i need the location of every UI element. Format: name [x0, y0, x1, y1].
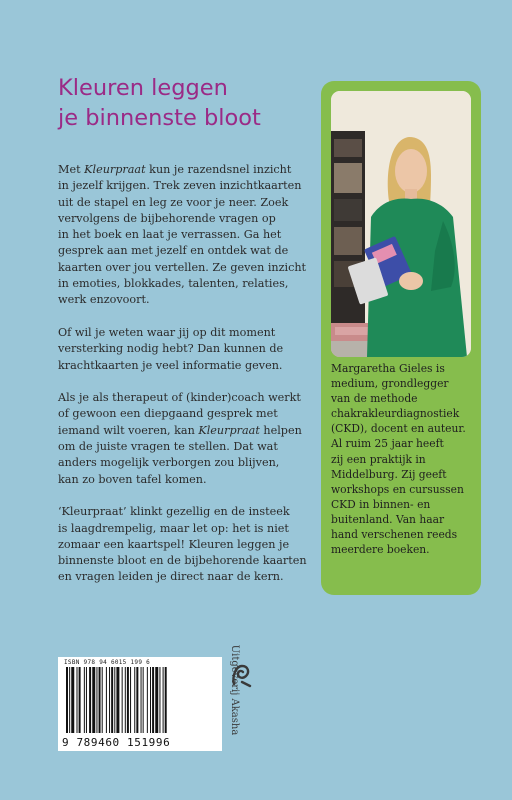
bio-line: buitenland. Van haar: [331, 512, 445, 526]
bio-line: meerdere boeken.: [331, 543, 430, 557]
back-cover-headline: [58, 73, 318, 133]
blurb-line: werk enzovoort.: [58, 293, 150, 307]
barcode-bar: [116, 667, 119, 733]
headline-line-1: Kleuren leggen: [58, 75, 228, 101]
blurb-text: [58, 162, 320, 602]
blurb-line: vervolgens de bijbehorende vragen op: [58, 211, 276, 225]
author-photo: [331, 91, 471, 357]
bio-line: hand verschenen reeds: [331, 528, 458, 542]
barcode-bar: [125, 667, 126, 733]
barcode-bar: [102, 667, 103, 733]
barcode-bar: [136, 667, 138, 733]
barcode-bar: [141, 667, 142, 733]
barcode-bar: [86, 667, 87, 733]
blurb-line: kan zo boven tafel komen.: [58, 472, 207, 486]
barcode-bar: [69, 667, 70, 733]
blurb-line: zomaar een kaartspel! Kleuren leggen je: [58, 537, 290, 551]
bio-line: Al ruim 25 jaar heeft: [331, 437, 444, 451]
barcode-bar: [150, 667, 151, 733]
blurb-line: kaarten over jou vertellen. Ze geven inzicht: [58, 260, 307, 274]
barcode-bar: [134, 667, 135, 733]
book-title-italic: Kleurpraat: [198, 423, 260, 437]
blurb-line: en vragen leiden je direct naar de kern.: [58, 570, 284, 584]
blurb-line: anders mogelijk verborgen zou blijven,: [58, 456, 280, 470]
barcode-bar: [122, 667, 123, 733]
blurb-line: om de juiste vragen te stellen. Dat wat: [58, 440, 278, 454]
blurb-line: binnenste bloot en de bijbehorende kaarten: [58, 554, 307, 568]
barcode-bar: [114, 667, 115, 733]
bio-line: chakrakleurdiagnostiek: [331, 407, 460, 421]
blurb-line: gesprek aan met jezelf en ontdek wat de: [58, 244, 289, 258]
barcode-bar: [143, 667, 144, 733]
barcode-bar: [84, 667, 85, 733]
barcode-bar: [165, 667, 167, 733]
barcode-bar: [130, 667, 131, 733]
barcode-bar: [92, 667, 95, 733]
barcode-bar: [77, 667, 78, 733]
barcode-bar: [89, 667, 91, 733]
blurb-line: is laagdrempelig, maar let op: het is niet: [58, 521, 289, 535]
blurb-line: [58, 423, 320, 439]
blurb-line: in emoties, blokkades, talenten, relaties,: [58, 277, 289, 291]
blurb-line: uit de stapel en leg ze voor je neer. Zoek: [58, 195, 289, 209]
barcode-bars: [64, 667, 216, 735]
blurb-paragraph-3: [58, 390, 320, 488]
blurb-line: ‘Kleurpraat’ klinkt gezellig en de insteek: [58, 505, 290, 519]
isbn-digits: 9 789460 151996: [62, 736, 171, 749]
book-title-italic: Kleurpraat: [84, 163, 146, 176]
text-run: iemand wilt voeren, kan: [58, 423, 199, 437]
bio-line: (CKD), docent en auteur.: [331, 422, 466, 436]
blurb-line: in jezelf krijgen. Trek zeven inzichtkaarten: [58, 179, 302, 193]
barcode-bar: [109, 667, 110, 733]
text-run: helpen: [259, 423, 302, 437]
barcode-bar: [96, 667, 97, 733]
barcode-bar: [163, 667, 164, 733]
barcode-bar: [66, 667, 68, 733]
blurb-line: krachtkaarten je veel informatie geven.: [58, 358, 283, 372]
blurb-line: Of wil je weten waar jij op dit moment: [58, 325, 276, 339]
isbn-barcode: [58, 657, 222, 751]
author-bio: [331, 361, 475, 557]
blurb-paragraph-1: [58, 162, 320, 309]
headline-line-2: je binnenste bloot: [58, 105, 261, 131]
blurb-paragraph-4: [58, 504, 320, 585]
blurb-line: Als je als therapeut of (kinder)coach werkt: [58, 391, 301, 405]
bio-line: Margaretha Gieles is: [331, 362, 445, 375]
barcode-bar: [159, 667, 160, 733]
blurb-line: [58, 162, 320, 178]
barcode-bar: [111, 667, 113, 733]
blurb-paragraph-2: [58, 325, 320, 374]
author-photo-illustration: [331, 91, 471, 357]
barcode-bar: [147, 667, 148, 733]
barcode-bar: [152, 667, 154, 733]
barcode-bar: [106, 667, 107, 733]
bio-line: van de methode: [331, 392, 418, 406]
blurb-line: versterking nodig hebt? Dan kunnen de: [58, 342, 284, 356]
barcode-bar: [79, 667, 81, 733]
bio-line: workshops en cursussen: [331, 482, 464, 496]
text-run: Met: [58, 163, 85, 176]
text-run: kun je razendsnel inzicht: [145, 163, 292, 176]
barcode-bar: [155, 667, 158, 733]
bio-line: zij een praktijk in: [331, 452, 426, 466]
barcode-bar: [71, 667, 74, 733]
barcode-bar: [99, 667, 101, 733]
blurb-line: in het boek en laat je verrassen. Ga het: [58, 228, 282, 242]
author-panel: [321, 81, 481, 595]
bio-line: CKD in binnen- en: [331, 497, 431, 511]
publisher-name: Uitgeverij Akasha: [229, 644, 240, 736]
bio-line: medium, grondlegger: [331, 377, 449, 391]
blurb-line: of gewoon een diepgaand gesprek met: [58, 407, 278, 421]
bio-line: Middelburg. Zij geeft: [331, 467, 447, 481]
barcode-bar: [127, 667, 129, 733]
isbn-label: ISBN 978 94 6015 199 6: [64, 659, 151, 666]
